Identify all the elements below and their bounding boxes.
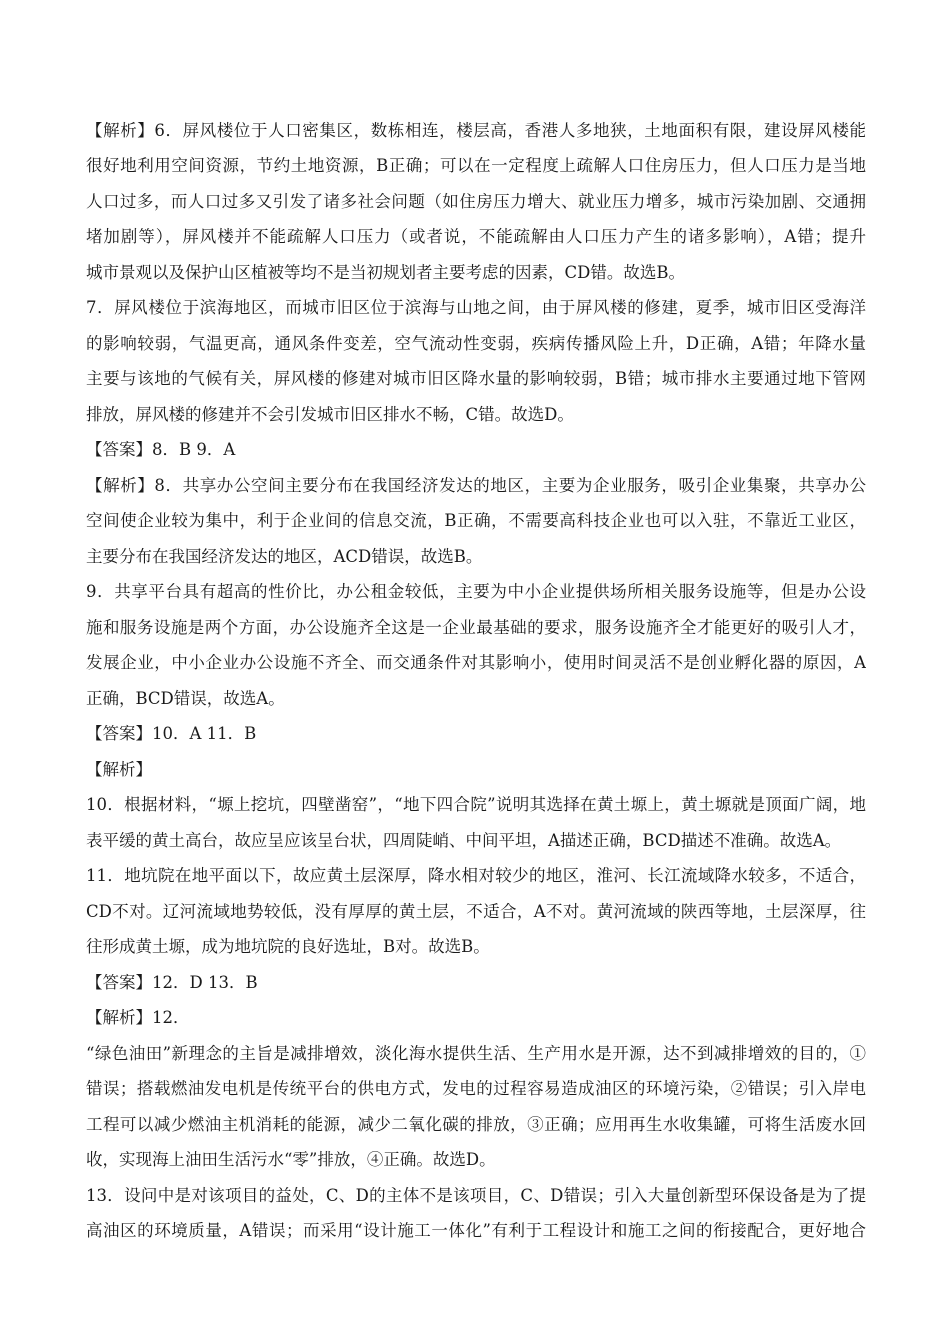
text-line: 的影响较弱，气温更高，通风条件变差，空气流动性变弱，疾病传播风险上升，D正确，A错；年降水量 bbox=[86, 334, 866, 353]
text-line: 9．共享平台具有超高的性价比，办公租金较低，主要为中小企业提供场所相关服务设施等，但是办公设 bbox=[86, 582, 866, 601]
text-line: 正确，BCD错误，故选A。 bbox=[86, 689, 285, 708]
text-line: 城市景观以及保护山区植被等均不是当初规划者主要考虑的因素，CD错。故选B。 bbox=[86, 263, 685, 282]
text-line: “绿色油田”新理念的主旨是减排增效，淡化海水提供生活、生产用水是开源，达不到减排增效的目的，① bbox=[86, 1044, 866, 1063]
text-line: 10．根据材料，“塬上挖坑，四壁凿窑”，“地下四合院”说明其选择在黄土塬上，黄土塬就是顶面广阔，地 bbox=[86, 795, 866, 814]
text-line: 很好地利用空间资源，节约土地资源，B正确；可以在一定程度上疏解人口住房压力，但人口压力是当地 bbox=[86, 156, 866, 175]
text-line: 空间使企业较为集中，利于企业间的信息交流，B正确，不需要高科技企业也可以入驻，不靠近工业区， bbox=[86, 511, 866, 530]
text-line: 表平缓的黄土高台，故应呈应该呈台状，四周陡峭、中间平坦，A描述正确，BCD描述不准确。故选A。 bbox=[86, 831, 842, 850]
text-line: 排放，屏风楼的修建并不会引发城市旧区排水不畅，C错。故选D。 bbox=[86, 405, 574, 424]
text-line: CD不对。辽河流域地势较低，没有厚厚的黄土层，不适合，A不对。黄河流域的陕西等地，土层深厚，往 bbox=[86, 902, 866, 921]
text-line: 堵加剧等），屏风楼并不能疏解人口压力（或者说，不能疏解由人口压力产生的诸多影响），A错；提升 bbox=[86, 227, 866, 246]
text-line: 人口过多，而人口过多又引发了诸多社会问题（如住房压力增大、就业压力增多，城市污染加剧、交通拥 bbox=[86, 192, 866, 211]
text-line: 13．设问中是对该项目的益处，C、D的主体不是该项目，C、D错误；引入大量创新型环保设备是为了提 bbox=[86, 1186, 866, 1205]
analysis-heading: 【解析】 bbox=[86, 760, 152, 779]
text-line: 【解析】6．屏风楼位于人口密集区，数栋相连，楼层高，香港人多地狭，土地面积有限，建设屏风楼能 bbox=[86, 121, 866, 140]
analysis-heading: 【解析】12． bbox=[86, 1008, 190, 1027]
text-line: 往形成黄土塬，成为地坑院的良好选址，B对。故选B。 bbox=[86, 937, 490, 956]
text-line: 错误；搭载燃油发电机是传统平台的供电方式，发电的过程容易造成油区的环境污染，②错误；引入岸电 bbox=[86, 1079, 866, 1098]
text-line: 主要分布在我国经济发达的地区，ACD错误，故选B。 bbox=[86, 547, 483, 566]
answer-heading: 【答案】10．A 11．B bbox=[86, 724, 257, 743]
text-line: 11．地坑院在地平面以下，故应黄土层深厚，降水相对较少的地区，淮河、长江流域降水较多，不适合， bbox=[86, 866, 866, 885]
text-line: 高油区的环境质量，A错误；而采用“设计施工一体化”有利于工程设计和施工之间的衔接配合，更好地合 bbox=[86, 1221, 866, 1240]
text-line: 收，实现海上油田生活污水“零”排放，④正确。故选D。 bbox=[86, 1150, 496, 1169]
text-line: 工程可以减少燃油主机消耗的能源，减少二氧化碳的排放，③正确；应用再生水收集罐，可将生活废水回 bbox=[86, 1115, 866, 1134]
text-line: 【解析】8．共享办公空间主要分布在我国经济发达的地区，主要为企业服务，吸引企业集聚，共享办公 bbox=[86, 476, 866, 495]
text-line: 发展企业，中小企业办公设施不齐全、而交通条件对其影响小，使用时间灵活不是创业孵化器的原因，A bbox=[86, 653, 866, 672]
text-line: 施和服务设施是两个方面，办公设施齐全这是一企业最基础的要求，服务设施齐全才能更好的吸引人才， bbox=[86, 618, 866, 637]
text-line: 主要与该地的气候有关，屏风楼的修建对城市旧区降水量的影响较弱，B错；城市排水主要通过地下管网 bbox=[86, 369, 866, 388]
answer-heading: 【答案】8．B 9．A bbox=[86, 440, 236, 459]
answer-heading: 【答案】12．D 13．B bbox=[86, 973, 258, 992]
text-line: 7．屏风楼位于滨海地区，而城市旧区位于滨海与山地之间，由于屏风楼的修建，夏季，城市旧区受海洋 bbox=[86, 298, 866, 317]
